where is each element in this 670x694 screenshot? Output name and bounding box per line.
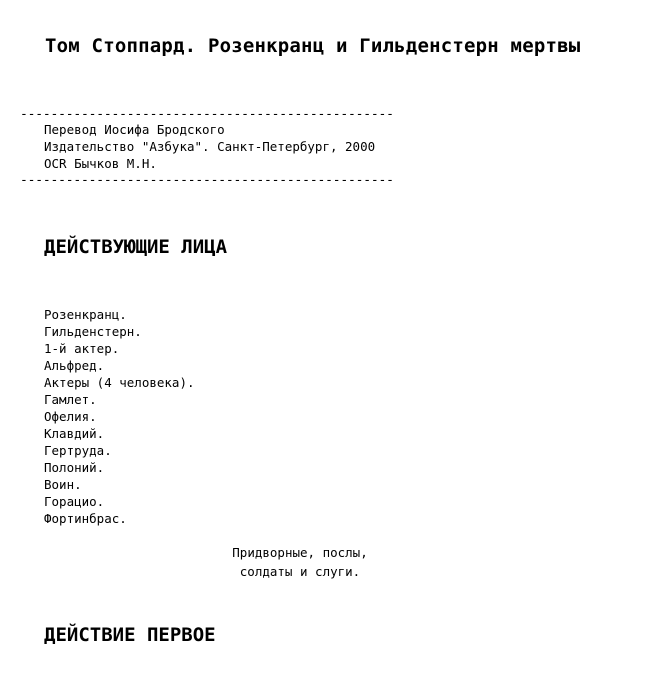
cast-item: Воин. xyxy=(44,477,82,492)
extras-note xyxy=(200,543,400,581)
cast-item: Горацио. xyxy=(44,494,105,509)
cast-item: Альфред. xyxy=(44,358,105,373)
cast-heading: ДЕЙСТВУЮЩИЕ ЛИЦА xyxy=(44,236,228,258)
cast-item: Офелия. xyxy=(44,409,97,424)
separator-top: ------------------------------------------------- xyxy=(20,107,394,122)
cast-item: Клавдий. xyxy=(44,426,105,441)
cast-item: Актеры (4 человека). xyxy=(44,375,195,390)
cast-item: Гамлет. xyxy=(44,392,97,407)
cast-item: Полоний. xyxy=(44,460,105,475)
separator-bottom: ------------------------------------------------- xyxy=(20,173,394,188)
translator-line: Перевод Иосифа Бродского xyxy=(44,122,225,137)
page-title: Том Стоппард. Розенкранц и Гильденстерн мертвы xyxy=(45,35,581,57)
cast-item: Фортинбрас. xyxy=(44,511,127,526)
publisher-line: Издательство "Азбука". Санкт-Петербург, 2000 xyxy=(44,139,376,154)
ocr-line: OCR Бычков М.Н. xyxy=(44,156,157,171)
cast-item: Гильденстерн. xyxy=(44,324,142,339)
act-heading: ДЕЙСТВИЕ ПЕРВОЕ xyxy=(44,624,216,646)
cast-item: Розенкранц. xyxy=(44,307,127,322)
extras-line: Придворные, послы, xyxy=(232,545,368,560)
cast-item: Гертруда. xyxy=(44,443,112,458)
extras-line: солдаты и слуги. xyxy=(239,564,361,579)
credits-block xyxy=(44,121,375,172)
cast-list xyxy=(44,306,195,527)
cast-item: 1-й актер. xyxy=(44,341,120,356)
